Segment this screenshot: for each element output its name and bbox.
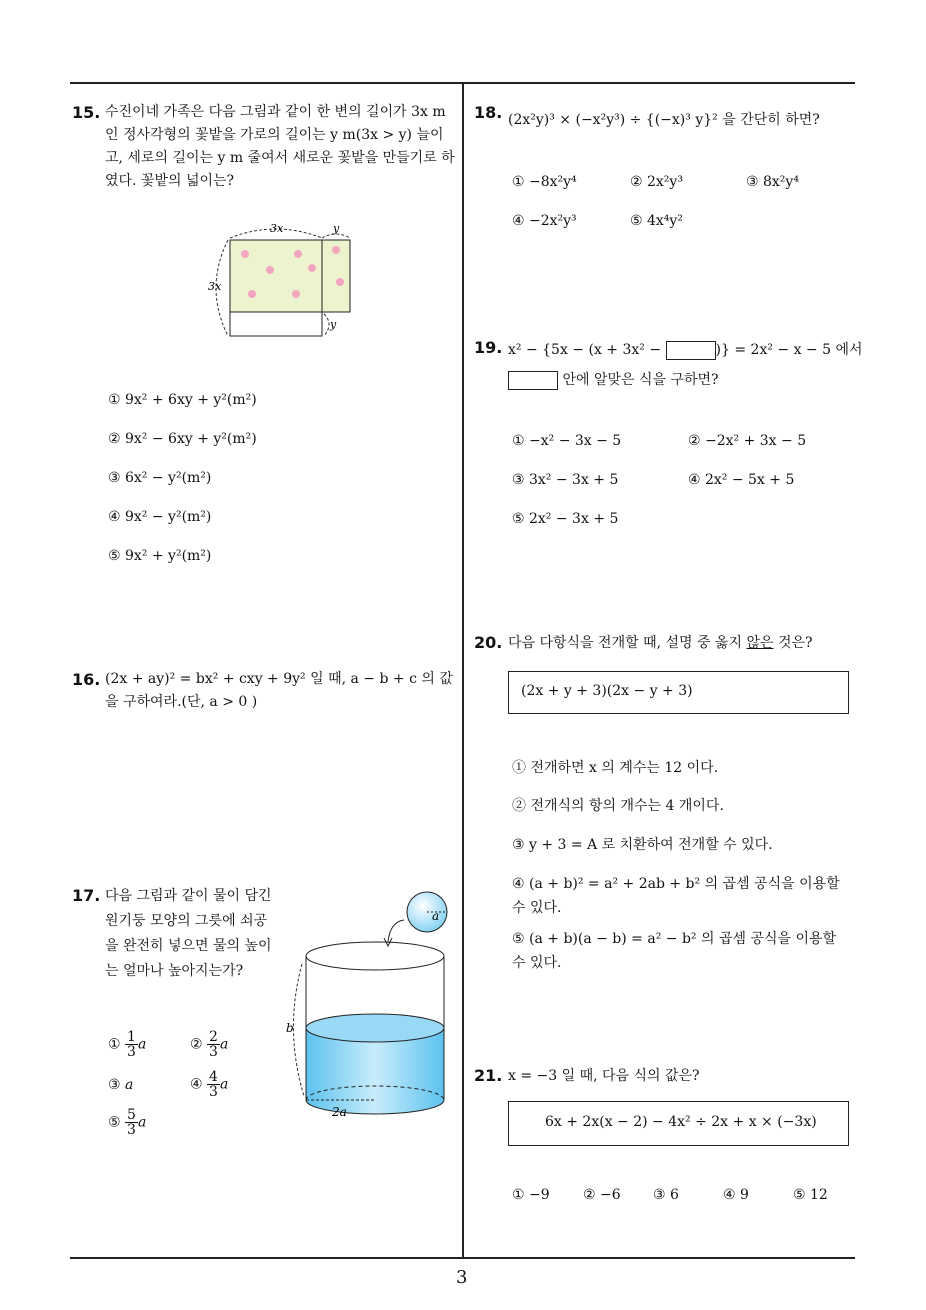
q18-number: 18. bbox=[474, 103, 503, 122]
svg-text:y: y bbox=[333, 222, 340, 235]
q20-number: 20. bbox=[474, 633, 503, 652]
q20-choice-2[interactable]: ② 전개식의 항의 개수는 4 개이다. bbox=[512, 798, 724, 814]
q15-number: 15. bbox=[72, 103, 101, 122]
q21-choice-5[interactable]: ⑤ 12 bbox=[793, 1187, 828, 1203]
q18-text: 을 간단히 하면? bbox=[722, 112, 820, 128]
svg-text:a: a bbox=[432, 909, 440, 923]
q15-choice-2[interactable]: ② 9x² − 6xy + y²(m²) bbox=[108, 431, 257, 447]
q19-line-1 bbox=[508, 339, 863, 362]
q20-choice-4[interactable]: ④ (a + b)² = a² + 2ab + b² 의 곱셈 공식을 이용할 수 있다. bbox=[512, 876, 840, 916]
q20-choice-3[interactable]: ③ y + 3 = A 로 치환하여 전개할 수 있다. bbox=[512, 837, 773, 853]
q18-choice-5[interactable]: ⑤ 4x⁴y² bbox=[630, 213, 683, 229]
q15-choice-4[interactable]: ④ 9x² − y²(m²) bbox=[108, 509, 212, 525]
q21-choice-4[interactable]: ④ 9 bbox=[723, 1187, 749, 1203]
q17-choice-4[interactable]: ④ $\frac{4}{3}$ a bbox=[190, 1069, 229, 1100]
q18-choice-2[interactable]: ② 2x²y³ bbox=[630, 174, 683, 190]
q21-text: x = −3 일 때, 다음 식의 값은? bbox=[508, 1068, 700, 1084]
q18-choice-3[interactable]: ③ 8x²y⁴ bbox=[746, 174, 799, 190]
q21-choice-3[interactable]: ③ 6 bbox=[653, 1187, 679, 1203]
bottom-rule bbox=[70, 1257, 855, 1259]
q19-blank-box bbox=[666, 341, 716, 360]
q17-choice-2[interactable]: ② $\frac{2}{3}$ a bbox=[190, 1029, 229, 1060]
q17-choice-1[interactable]: ① $\frac{1}{3}$ a bbox=[108, 1029, 147, 1060]
q15-choice-5[interactable]: ⑤ 9x² + y²(m²) bbox=[108, 548, 212, 564]
svg-text:b: b bbox=[286, 1021, 294, 1035]
q20-choice-5[interactable]: ⑤ (a + b)(a − b) = a² − b² 의 곱셈 공식을 이용할 수 있다. bbox=[512, 931, 837, 971]
q17-choice-3[interactable]: ③ a bbox=[108, 1077, 134, 1093]
q21-choice-2[interactable]: ② −6 bbox=[583, 1187, 621, 1203]
q19-text: 안에 알맞은 식을 구하면? bbox=[562, 372, 719, 388]
q19-choice-5[interactable]: ⑤ 2x² − 3x + 5 bbox=[512, 511, 619, 527]
q19-choice-1[interactable]: ① −x² − 3x − 5 bbox=[512, 433, 622, 449]
q17-choice-5[interactable]: ⑤ $\frac{5}{3}$ a bbox=[108, 1107, 147, 1138]
q16-number: 16. bbox=[72, 670, 101, 689]
q21-number: 21. bbox=[474, 1066, 503, 1085]
q18-choice-4[interactable]: ④ −2x²y³ bbox=[512, 213, 577, 229]
q18-choice-1[interactable]: ① −8x²y⁴ bbox=[512, 174, 577, 190]
q19-number: 19. bbox=[474, 338, 503, 357]
svg-text:3x: 3x bbox=[208, 280, 222, 293]
q15-garden-figure bbox=[200, 218, 360, 343]
q21-expression-box bbox=[508, 1101, 849, 1146]
q21-expression: 6x + 2x(x − 2) − 4x² ÷ 2x + x × (−3x) bbox=[545, 1114, 817, 1130]
svg-text:y: y bbox=[330, 318, 337, 331]
q18-line bbox=[508, 109, 858, 132]
q20-choice-1[interactable]: ① 전개하면 x 의 계수는 12 이다. bbox=[512, 760, 719, 776]
svg-text:3x: 3x bbox=[270, 222, 284, 235]
q15-choice-1[interactable]: ① 9x² + 6xy + y²(m²) bbox=[108, 392, 257, 408]
q15-choice-3[interactable]: ③ 6x² − y²(m²) bbox=[108, 470, 212, 486]
q16-text: (2x + ay)² = bx² + cxy + 9y² 일 때, a − b + c 의 값을 구하여라.(단, a > 0 ) bbox=[105, 671, 453, 710]
q15-text: 수진이네 가족은 다음 그림과 같이 한 변의 길이가 3x m 인 정사각형의 꽃밭을 가로의 길이는 y m(3x > y) 늘이고, 세로의 길이는 y m 줄여서 새로운 꽃밭을 만들기로 하였다. 꽃밭의 넓이는? bbox=[105, 104, 455, 189]
q17-text: 다음 그림과 같이 물이 담긴 원기둥 모양의 그릇에 쇠공을 완전히 넣으면 물의 높이는 얼마나 높아지는가? bbox=[105, 888, 272, 979]
page-number: 3 bbox=[456, 1267, 468, 1288]
q19-choice-3[interactable]: ③ 3x² − 3x + 5 bbox=[512, 472, 619, 488]
q19-line-2 bbox=[508, 369, 719, 392]
q18-expression: (2x²y)³ × (−x²y³) ÷ {(−x)³ y}² bbox=[508, 112, 718, 128]
svg-text:2a: 2a bbox=[332, 1105, 347, 1119]
q19-expression-b: )} = 2x² − x − 5 에서 bbox=[715, 342, 863, 358]
q21-choice-1[interactable]: ① −9 bbox=[512, 1187, 550, 1203]
q20-expression-box bbox=[508, 671, 849, 714]
q19-blank-box-2 bbox=[508, 371, 558, 390]
q17-cylinder-figure bbox=[282, 890, 454, 1130]
q19-expression-a: x² − {5x − (x + 3x² − bbox=[508, 342, 662, 358]
q19-choice-2[interactable]: ② −2x² + 3x − 5 bbox=[688, 433, 807, 449]
q20-text: 다음 다항식을 전개할 때, 설명 중 옳지 않은 것은? bbox=[508, 635, 813, 651]
q20-expression: (2x + y + 3)(2x − y + 3) bbox=[521, 683, 693, 699]
column-divider bbox=[462, 82, 464, 1259]
q19-choice-4[interactable]: ④ 2x² − 5x + 5 bbox=[688, 472, 795, 488]
q20-underlined-word: 않은 bbox=[746, 635, 774, 651]
q17-number: 17. bbox=[72, 886, 101, 905]
